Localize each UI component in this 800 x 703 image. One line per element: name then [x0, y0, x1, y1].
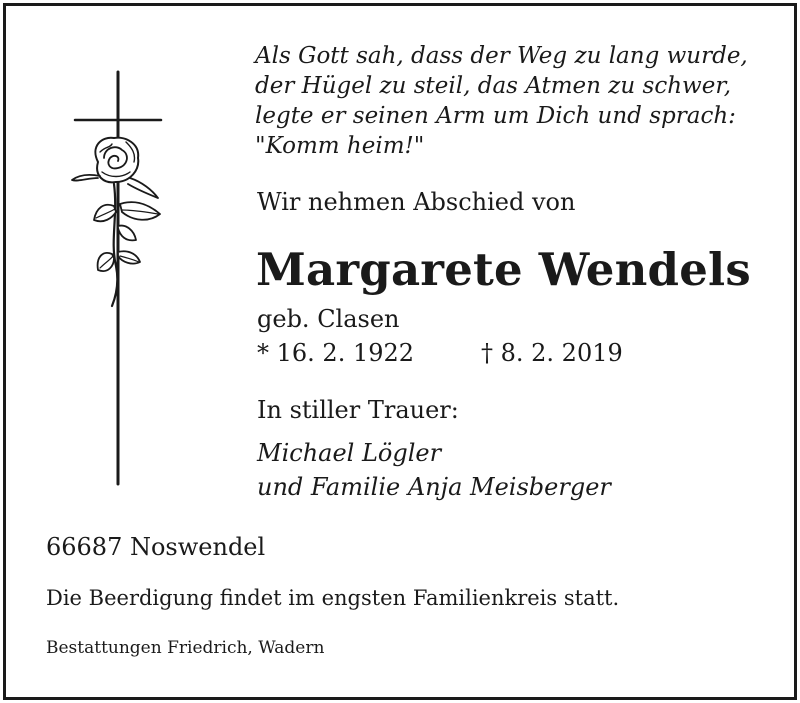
- verse-line: Als Gott sah, dass der Weg zu lang wurde,: [255, 43, 748, 69]
- verse-line: legte er seinen Arm um Dich und sprach:: [255, 103, 736, 129]
- verse-line: "Komm heim!": [255, 133, 425, 159]
- mourner-line: und Familie Anja Meisberger: [257, 473, 611, 501]
- mourner-line: Michael Lögler: [257, 439, 442, 467]
- maiden-name: geb. Clasen: [257, 305, 400, 333]
- funeral-note: Die Beerdigung findet im engsten Familienkreis statt.: [46, 586, 620, 610]
- place: 66687 Noswendel: [46, 533, 266, 561]
- mourning-label: In stiller Trauer:: [257, 396, 459, 424]
- birth-date: * 16. 2. 1922: [257, 339, 415, 367]
- farewell-intro: Wir nehmen Abschied von: [257, 188, 576, 216]
- cross-with-rose-icon: [60, 66, 180, 491]
- death-date: † 8. 2. 2019: [481, 339, 623, 367]
- deceased-name: Margarete Wendels: [256, 243, 751, 296]
- verse-line: der Hügel zu steil, das Atmen zu schwer,: [255, 73, 732, 99]
- mourners: [257, 436, 611, 504]
- undertaker: Bestattungen Friedrich, Wadern: [46, 638, 325, 658]
- verse: [255, 41, 748, 161]
